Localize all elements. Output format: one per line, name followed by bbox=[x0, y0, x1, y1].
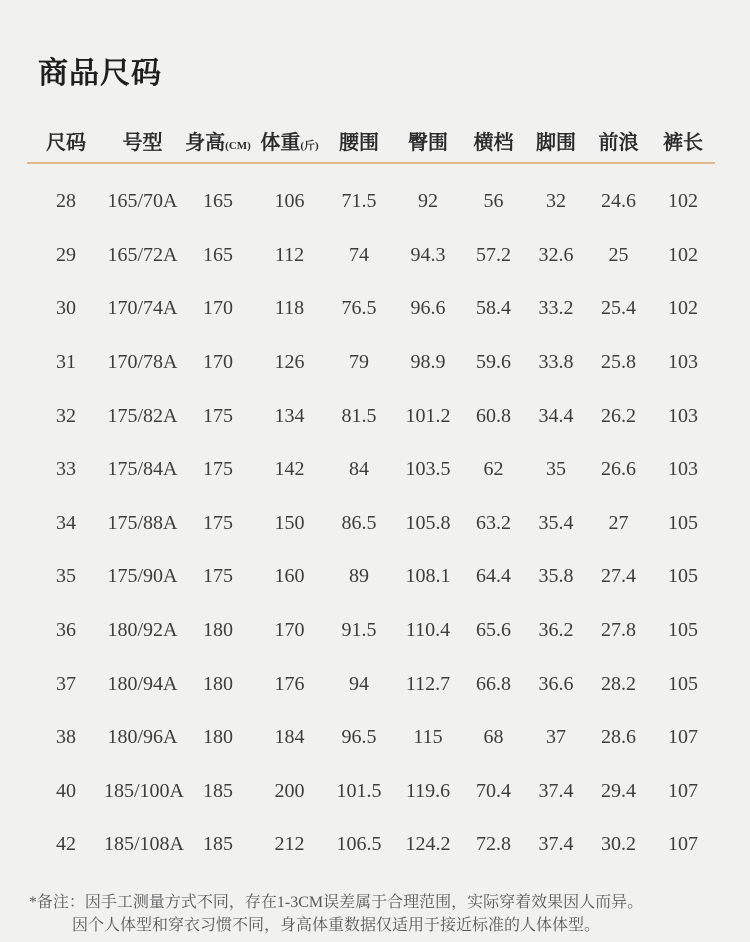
table-cell-front-rise: 25 bbox=[608, 243, 629, 266]
table-cell-height: 185 bbox=[203, 779, 233, 802]
column-header-label: 横档 bbox=[473, 132, 514, 154]
table-cell-leg-opening: 32.6 bbox=[538, 243, 574, 266]
table-cell-front-rise: 28.2 bbox=[601, 672, 636, 695]
table-cell-waist: 96.5 bbox=[341, 726, 377, 749]
table-cell-model: 185/108A bbox=[104, 833, 184, 856]
column-header-unit: (CM) bbox=[225, 140, 251, 152]
column-header-label: 体重 bbox=[260, 132, 301, 154]
table-cell-front-rise: 27.8 bbox=[601, 619, 636, 642]
table-cell-size: 42 bbox=[56, 833, 76, 856]
table-cell-size: 31 bbox=[56, 351, 76, 374]
table-row bbox=[28, 765, 716, 819]
table-cell-crotch: 59.6 bbox=[476, 351, 511, 374]
table-cell-leg-opening: 32 bbox=[546, 190, 566, 213]
table-cell-size: 28 bbox=[56, 190, 76, 213]
table-cell-waist: 89 bbox=[349, 565, 369, 588]
column-header-label: 臀围 bbox=[408, 132, 448, 154]
table-cell-hip: 112.7 bbox=[405, 672, 451, 695]
table-cell-height: 175 bbox=[203, 511, 233, 534]
table-cell-pants-length: 105 bbox=[668, 565, 698, 588]
table-cell-height: 170 bbox=[203, 297, 233, 320]
table-cell-crotch: 68 bbox=[483, 726, 504, 749]
column-header-height bbox=[181, 124, 255, 162]
table-cell-model: 180/94A bbox=[107, 672, 178, 695]
footnote-line-1: *备注：因手工测量方式不同，存在1-3CM误差属于合理范围，实际穿着效果因人而异。 bbox=[28, 894, 644, 911]
table-cell-model: 185/100A bbox=[104, 779, 184, 802]
table-cell-height: 180 bbox=[203, 619, 233, 642]
table-cell-weight: 200 bbox=[274, 779, 305, 802]
table-cell-front-rise: 25.8 bbox=[601, 351, 636, 374]
table-cell-hip: 124.2 bbox=[405, 833, 451, 856]
table-cell-size: 30 bbox=[56, 297, 76, 320]
table-cell-waist: 79 bbox=[349, 351, 369, 374]
table-cell-hip: 119.6 bbox=[405, 779, 451, 802]
table-cell-crotch: 58.4 bbox=[476, 297, 511, 320]
table-cell-weight: 212 bbox=[274, 833, 305, 856]
table-cell-pants-length: 107 bbox=[668, 833, 698, 856]
table-cell-leg-opening: 35.4 bbox=[538, 511, 574, 534]
table-cell-hip: 108.1 bbox=[405, 565, 451, 588]
table-cell-height: 185 bbox=[203, 833, 233, 856]
table-row bbox=[28, 229, 716, 283]
table-cell-leg-opening: 37.4 bbox=[538, 833, 574, 856]
table-row bbox=[28, 818, 716, 872]
size-table-body bbox=[28, 175, 716, 872]
table-cell-size: 29 bbox=[56, 243, 76, 266]
table-cell-waist: 81.5 bbox=[341, 404, 377, 427]
table-row bbox=[28, 497, 716, 551]
table-cell-leg-opening: 37.4 bbox=[538, 779, 574, 802]
table-cell-weight: 134 bbox=[274, 404, 305, 427]
table-cell-height: 165 bbox=[203, 243, 233, 266]
column-header-size bbox=[28, 124, 104, 162]
table-cell-size: 32 bbox=[56, 404, 76, 427]
table-cell-pants-length: 102 bbox=[668, 190, 698, 213]
table-cell-size: 33 bbox=[56, 458, 76, 481]
table-cell-model: 175/84A bbox=[107, 458, 178, 481]
table-row bbox=[28, 604, 716, 658]
table-cell-crotch: 56 bbox=[483, 190, 504, 213]
table-cell-leg-opening: 37 bbox=[546, 726, 566, 749]
column-header-hip bbox=[394, 124, 462, 162]
header-divider bbox=[27, 162, 715, 164]
column-header-label: 号型 bbox=[122, 132, 163, 154]
table-cell-leg-opening: 36.6 bbox=[538, 672, 574, 695]
table-row bbox=[28, 175, 716, 229]
table-cell-pants-length: 107 bbox=[668, 726, 698, 749]
table-cell-front-rise: 24.6 bbox=[601, 190, 636, 213]
table-cell-hip: 103.5 bbox=[405, 458, 451, 481]
table-cell-hip: 98.9 bbox=[410, 351, 446, 374]
table-cell-model: 165/72A bbox=[107, 243, 178, 266]
table-cell-crotch: 60.8 bbox=[476, 404, 511, 427]
table-cell-model: 165/70A bbox=[107, 190, 178, 213]
column-header-weight bbox=[255, 124, 324, 162]
column-header-waist bbox=[324, 124, 394, 162]
table-cell-hip: 110.4 bbox=[405, 619, 451, 642]
table-cell-pants-length: 107 bbox=[668, 779, 698, 802]
table-cell-waist: 71.5 bbox=[341, 190, 377, 213]
table-row bbox=[28, 336, 716, 390]
table-cell-leg-opening: 36.2 bbox=[538, 619, 574, 642]
table-cell-height: 170 bbox=[203, 351, 233, 374]
table-cell-pants-length: 102 bbox=[668, 297, 698, 320]
table-cell-model: 180/96A bbox=[107, 726, 178, 749]
footnote bbox=[0, 891, 672, 937]
table-cell-model: 175/88A bbox=[107, 511, 178, 534]
table-cell-pants-length: 103 bbox=[668, 458, 698, 481]
table-cell-weight: 160 bbox=[274, 565, 305, 588]
table-cell-front-rise: 30.2 bbox=[601, 833, 636, 856]
table-row bbox=[28, 282, 716, 336]
column-header-model bbox=[104, 124, 181, 162]
table-cell-size: 36 bbox=[56, 619, 76, 642]
table-cell-height: 175 bbox=[203, 404, 233, 427]
column-header-pants-length bbox=[650, 124, 716, 162]
footnote-line-2: 因个人体型和穿衣习惯不同，身高体重数据仅适用于接近标准的人体体型。 bbox=[71, 917, 600, 934]
table-cell-front-rise: 26.6 bbox=[601, 458, 636, 481]
column-header-crotch bbox=[462, 124, 525, 162]
table-cell-size: 34 bbox=[56, 511, 76, 534]
table-cell-leg-opening: 33.2 bbox=[538, 297, 574, 320]
table-row bbox=[28, 657, 716, 711]
table-cell-height: 165 bbox=[203, 190, 233, 213]
table-cell-height: 180 bbox=[203, 726, 233, 749]
table-row bbox=[28, 711, 716, 765]
table-cell-crotch: 62 bbox=[483, 458, 504, 481]
table-cell-model: 180/92A bbox=[107, 619, 178, 642]
column-header-label: 尺码 bbox=[46, 132, 86, 154]
table-cell-model: 175/82A bbox=[107, 404, 178, 427]
table-cell-crotch: 66.8 bbox=[476, 672, 511, 695]
table-cell-leg-opening: 35.8 bbox=[538, 565, 574, 588]
column-header-unit: (斤) bbox=[300, 140, 319, 152]
table-cell-weight: 176 bbox=[274, 672, 305, 695]
table-cell-height: 175 bbox=[203, 565, 233, 588]
table-cell-front-rise: 27 bbox=[608, 511, 629, 534]
table-cell-crotch: 72.8 bbox=[476, 833, 511, 856]
page-title: 商品尺码 bbox=[38, 57, 162, 90]
table-cell-hip: 92 bbox=[418, 190, 438, 213]
table-cell-size: 35 bbox=[56, 565, 76, 588]
table-cell-model: 170/78A bbox=[107, 351, 178, 374]
table-cell-size: 40 bbox=[56, 779, 76, 802]
table-cell-hip: 96.6 bbox=[410, 297, 446, 320]
table-cell-height: 175 bbox=[203, 458, 233, 481]
table-cell-weight: 170 bbox=[274, 619, 305, 642]
table-cell-size: 37 bbox=[56, 672, 76, 695]
column-header-label: 前浪 bbox=[598, 132, 639, 154]
table-cell-waist: 74 bbox=[349, 243, 369, 266]
table-cell-hip: 115 bbox=[413, 726, 443, 749]
table-cell-front-rise: 26.2 bbox=[601, 404, 636, 427]
table-cell-weight: 184 bbox=[274, 726, 305, 749]
table-cell-pants-length: 105 bbox=[668, 672, 698, 695]
column-header-leg-opening bbox=[525, 124, 587, 162]
table-cell-waist: 101.5 bbox=[336, 779, 382, 802]
table-cell-weight: 118 bbox=[274, 297, 305, 320]
table-cell-waist: 86.5 bbox=[341, 511, 377, 534]
column-header-front-rise bbox=[587, 124, 650, 162]
table-cell-crotch: 64.4 bbox=[476, 565, 511, 588]
table-cell-pants-length: 103 bbox=[668, 351, 698, 374]
table-cell-weight: 112 bbox=[274, 243, 305, 266]
table-cell-waist: 76.5 bbox=[341, 297, 377, 320]
table-cell-model: 175/90A bbox=[107, 565, 178, 588]
table-header-row bbox=[28, 124, 716, 162]
table-cell-model: 170/74A bbox=[107, 297, 178, 320]
column-header-label: 身高 bbox=[185, 132, 226, 154]
table-cell-size: 38 bbox=[56, 726, 76, 749]
table-cell-hip: 105.8 bbox=[405, 511, 451, 534]
column-header-label: 腰围 bbox=[339, 132, 379, 154]
table-row bbox=[28, 550, 716, 604]
table-cell-front-rise: 28.6 bbox=[601, 726, 636, 749]
table-cell-hip: 94.3 bbox=[410, 243, 446, 266]
table-cell-weight: 126 bbox=[274, 351, 305, 374]
table-row bbox=[28, 443, 716, 497]
table-cell-leg-opening: 33.8 bbox=[538, 351, 574, 374]
table-cell-front-rise: 25.4 bbox=[601, 297, 636, 320]
table-cell-weight: 150 bbox=[274, 511, 305, 534]
column-header-label: 脚围 bbox=[536, 132, 576, 154]
table-cell-leg-opening: 34.4 bbox=[538, 404, 574, 427]
table-cell-leg-opening: 35 bbox=[546, 458, 566, 481]
table-cell-crotch: 70.4 bbox=[476, 779, 511, 802]
table-cell-waist: 94 bbox=[349, 672, 369, 695]
table-cell-pants-length: 105 bbox=[668, 511, 698, 534]
table-cell-crotch: 63.2 bbox=[476, 511, 511, 534]
column-header-label: 裤长 bbox=[663, 132, 703, 154]
table-cell-front-rise: 29.4 bbox=[601, 779, 636, 802]
table-cell-height: 180 bbox=[203, 672, 233, 695]
table-cell-hip: 101.2 bbox=[405, 404, 451, 427]
table-cell-crotch: 57.2 bbox=[476, 243, 511, 266]
table-row bbox=[28, 389, 716, 443]
table-cell-waist: 84 bbox=[349, 458, 369, 481]
table-cell-waist: 91.5 bbox=[341, 619, 377, 642]
table-cell-front-rise: 27.4 bbox=[601, 565, 636, 588]
table-cell-weight: 106 bbox=[274, 190, 305, 213]
table-cell-weight: 142 bbox=[274, 458, 305, 481]
table-cell-pants-length: 102 bbox=[668, 243, 698, 266]
table-cell-pants-length: 105 bbox=[668, 619, 698, 642]
table-cell-pants-length: 103 bbox=[668, 404, 698, 427]
table-cell-waist: 106.5 bbox=[336, 833, 382, 856]
table-cell-crotch: 65.6 bbox=[476, 619, 511, 642]
